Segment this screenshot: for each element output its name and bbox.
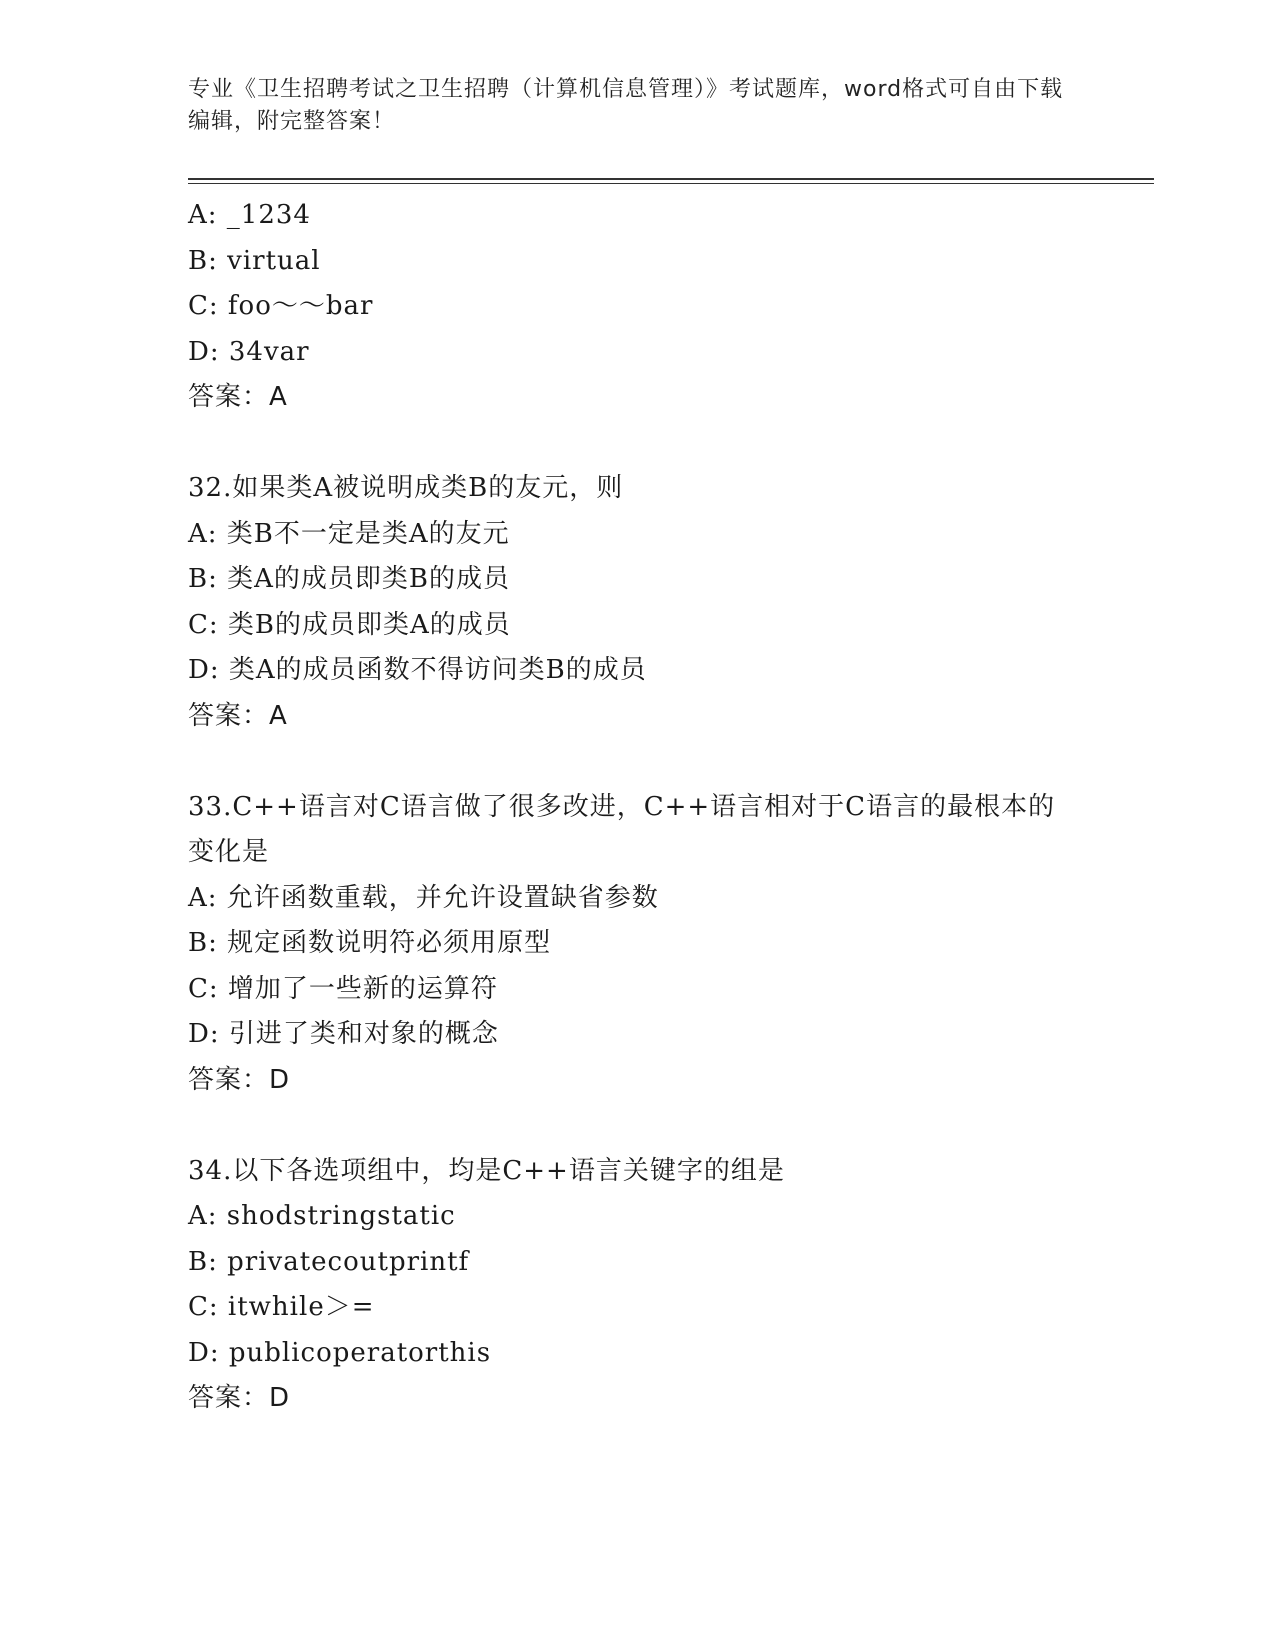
option-a: A: _1234 (188, 200, 311, 230)
answer-line: 答案：A (188, 700, 288, 731)
question-33 (188, 785, 1148, 1104)
question-stem-line-2: 变化是 (188, 837, 270, 867)
question-stem-line-1: 33.C++语言对C语言做了很多改进，C++语言相对于C语言的最根本的 (188, 791, 1056, 822)
option-a: A: 类B不一定是类A的友元 (188, 518, 510, 549)
answer-line: 答案：D (188, 1383, 291, 1413)
option-c: C: itwhile＞= (188, 1292, 375, 1322)
answer-line: 答案：D (188, 1064, 291, 1095)
question-31 (188, 193, 1148, 421)
spacer (188, 739, 1148, 785)
option-b: B: privatecoutprintf (188, 1246, 470, 1277)
option-c: C: foo～～bar (188, 291, 374, 321)
question-32 (188, 466, 1148, 739)
option-b: B: 类A的成员即类B的成员 (188, 564, 511, 594)
question-34 (188, 1149, 1148, 1422)
header-divider-thin (188, 183, 1154, 184)
option-d: D: publicoperatorthis (188, 1337, 492, 1368)
question-stem: 32.如果类A被说明成类B的友元，则 (188, 473, 624, 503)
option-b: B: virtual (188, 245, 321, 276)
option-d: D: 引进了类和对象的概念 (188, 1019, 499, 1049)
spacer (188, 421, 1148, 467)
option-d: D: 34var (188, 336, 310, 367)
option-b: B: 规定函数说明符必须用原型 (188, 928, 552, 958)
option-c: C: 增加了一些新的运算符 (188, 973, 498, 1004)
answer-line: 答案：A (188, 382, 288, 412)
option-a: A: 允许函数重载，并允许设置缺省参数 (188, 882, 659, 913)
header-divider-thick (188, 178, 1154, 180)
question-stem: 34.以下各选项组中，均是C++语言关键字的组是 (188, 1155, 785, 1186)
option-d: D: 类A的成员函数不得访问类B的成员 (188, 655, 647, 685)
spacer (188, 1103, 1148, 1149)
document-header: 专业《卫生招聘考试之卫生招聘（计算机信息管理）》考试题库，word格式可自由下载编辑，附完整答案！ (188, 77, 1064, 134)
option-a: A: shodstringstatic (188, 1201, 456, 1231)
option-c: C: 类B的成员即类A的成员 (188, 609, 511, 640)
question-list (188, 193, 1148, 1422)
